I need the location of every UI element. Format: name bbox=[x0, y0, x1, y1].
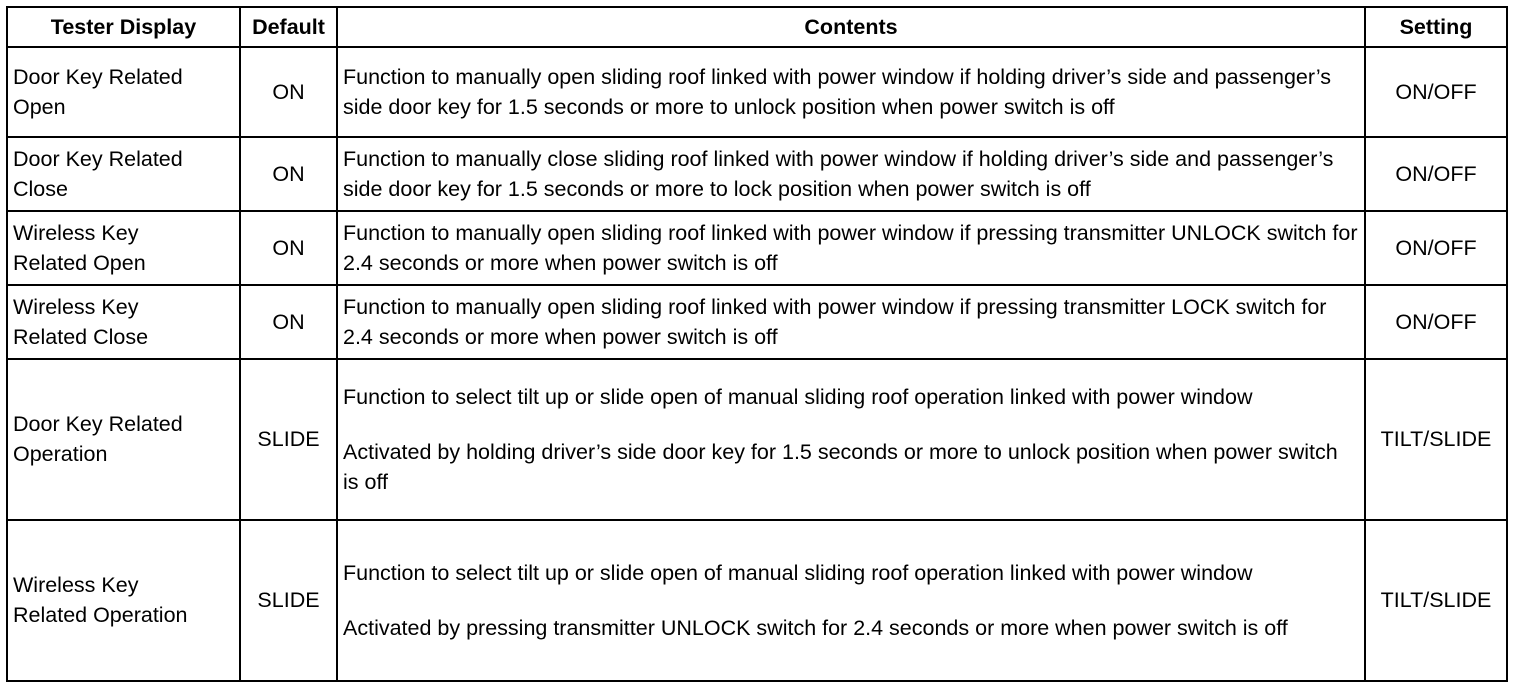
tester-display-cell bbox=[7, 47, 240, 137]
tester-display-cell bbox=[7, 137, 240, 211]
table-row bbox=[7, 211, 1507, 285]
tester-display-line: Door Key Related bbox=[13, 412, 183, 437]
settings-table bbox=[6, 6, 1508, 682]
setting-options-cell: ON/OFF bbox=[1365, 211, 1507, 285]
default-value-cell: ON bbox=[240, 285, 337, 359]
header-contents: Contents bbox=[337, 7, 1365, 47]
table-row bbox=[7, 47, 1507, 137]
tester-display-cell bbox=[7, 520, 240, 681]
default-value-cell: ON bbox=[240, 137, 337, 211]
contents-paragraph: Activated by holding driver’s side door key for 1.5 seconds or more to unlock position when power switch is off bbox=[343, 439, 1338, 494]
tester-display-cell bbox=[7, 359, 240, 520]
contents-cell bbox=[337, 211, 1365, 285]
tester-display-line: Close bbox=[13, 177, 68, 202]
contents-paragraph: Function to manually open sliding roof linked with power window if pressing transmitter UNLOCK switch for 2.4 seconds or more when power switch is off bbox=[343, 221, 1358, 276]
contents-paragraph: Function to manually open sliding roof linked with power window if pressing transmitter LOCK switch for 2.4 seconds or more when power switch is off bbox=[343, 294, 1327, 349]
setting-options-cell: ON/OFF bbox=[1365, 285, 1507, 359]
table-body bbox=[7, 47, 1507, 681]
tester-display-cell bbox=[7, 211, 240, 285]
default-value-cell: SLIDE bbox=[240, 520, 337, 681]
setting-options-cell: TILT/SLIDE bbox=[1365, 520, 1507, 681]
header-setting: Setting bbox=[1365, 7, 1507, 47]
tester-display-line: Wireless Key bbox=[13, 294, 139, 319]
contents-cell bbox=[337, 47, 1365, 137]
tester-display-cell bbox=[7, 285, 240, 359]
default-value-cell: ON bbox=[240, 47, 337, 137]
header-default: Default bbox=[240, 7, 337, 47]
setting-options-cell: ON/OFF bbox=[1365, 137, 1507, 211]
table-row bbox=[7, 137, 1507, 211]
contents-cell bbox=[337, 359, 1365, 520]
tester-display-line: Related Open bbox=[13, 251, 146, 276]
table-row bbox=[7, 520, 1507, 681]
tester-display-line: Wireless Key bbox=[13, 573, 139, 598]
contents-paragraph: Function to manually open sliding roof linked with power window if holding driver’s side and passenger’s side door key for 1.5 seconds or more to unlock position when power switch is off bbox=[343, 65, 1331, 120]
contents-paragraph: Function to manually close sliding roof linked with power window if holding driver’s side and passenger’s side door key for 1.5 seconds or more to lock position when power switch is off bbox=[343, 147, 1334, 202]
contents-paragraph: Activated by pressing transmitter UNLOCK switch for 2.4 seconds or more when power switch is off bbox=[343, 615, 1288, 640]
contents-cell bbox=[337, 285, 1365, 359]
header-tester-display: Tester Display bbox=[7, 7, 240, 47]
header-row bbox=[7, 7, 1507, 47]
default-value-cell: ON bbox=[240, 211, 337, 285]
contents-cell bbox=[337, 520, 1365, 681]
tester-display-line: Door Key Related bbox=[13, 65, 183, 90]
tester-display-line: Door Key Related bbox=[13, 147, 183, 172]
contents-cell bbox=[337, 137, 1365, 211]
table-row bbox=[7, 359, 1507, 520]
tester-display-line: Open bbox=[13, 95, 66, 120]
tester-display-line: Operation bbox=[13, 442, 108, 467]
contents-paragraph: Function to select tilt up or slide open of manual sliding roof operation linked with power window bbox=[343, 560, 1253, 585]
table-row bbox=[7, 285, 1507, 359]
tester-display-line: Related Operation bbox=[13, 603, 188, 628]
tester-display-line: Wireless Key bbox=[13, 221, 139, 246]
setting-options-cell: ON/OFF bbox=[1365, 47, 1507, 137]
setting-options-cell: TILT/SLIDE bbox=[1365, 359, 1507, 520]
tester-display-line: Related Close bbox=[13, 324, 149, 349]
default-value-cell: SLIDE bbox=[240, 359, 337, 520]
contents-paragraph: Function to select tilt up or slide open of manual sliding roof operation linked with power window bbox=[343, 384, 1253, 409]
